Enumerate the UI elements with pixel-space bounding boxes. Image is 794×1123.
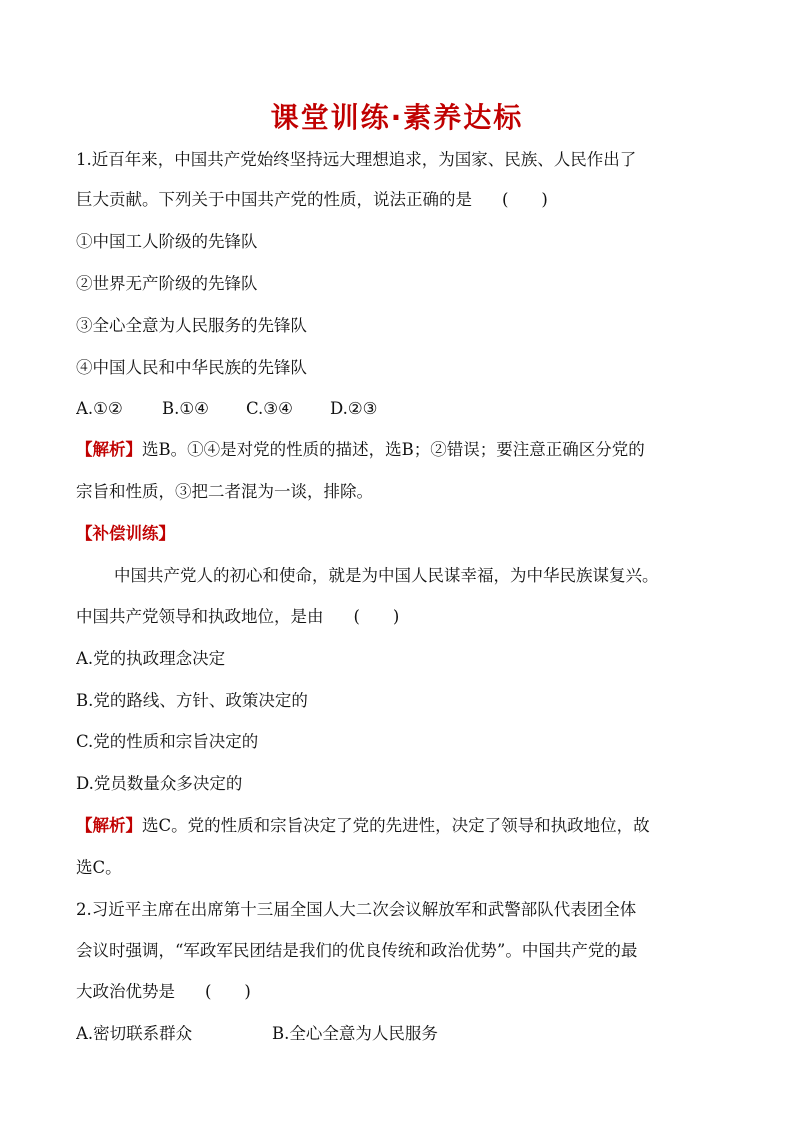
q1-stem-line-1: 1.近百年来，中国共产党始终坚持远大理想追求，为国家、民族、人民作出了 [76, 150, 637, 169]
q1-item-1: ①中国工人阶级的先锋队 [76, 232, 258, 251]
supplement-stem-text: 中国共产党领导和执政地位，是由 [76, 607, 324, 626]
q1-option-a: A.①② [76, 399, 123, 418]
q1-answer-paren: ( ) [502, 190, 548, 209]
supplement-stem-line-2 [76, 605, 736, 629]
q2-stem-line-3 [76, 980, 736, 1004]
q1-option-c: C.③④ [246, 399, 293, 418]
supplement-option-b: B.党的路线、方针、政策决定的 [76, 691, 308, 710]
supplement-option-a: A.党的执政理念决定 [76, 649, 226, 668]
supplement-analysis-label: 【解析】 [76, 816, 142, 835]
supplement-analysis-line-2: 选C。 [76, 858, 122, 877]
q1-analysis-line-2: 宗旨和性质，③把二者混为一谈，排除。 [76, 482, 373, 501]
q2-option-b: B.全心全意为人民服务 [272, 1024, 438, 1043]
q2-option-a: A.密切联系群众 [76, 1024, 193, 1043]
supplement-option-d: D.党员数量众多决定的 [76, 774, 243, 793]
q2-answer-paren: ( ) [205, 982, 251, 1001]
supplement-answer-paren: ( ) [353, 607, 400, 626]
q1-analysis-label: 【解析】 [76, 440, 142, 459]
q1-option-d: D.②③ [330, 399, 378, 418]
q2-stem-line-2: 会议时强调，“军政军民团结是我们的优良传统和政治优势”。中国共产党的最 [76, 941, 638, 960]
q1-item-3: ③全心全意为人民服务的先锋队 [76, 316, 307, 335]
supplement-option-c: C.党的性质和宗旨决定的 [76, 732, 259, 751]
q1-stem-text: 巨大贡献。下列关于中国共产党的性质，说法正确的是 [76, 190, 472, 209]
q1-analysis-text: 选B。①④是对党的性质的描述，选B；②错误；要注意正确区分党的 [142, 440, 645, 459]
supplement-analysis-text: 选C。党的性质和宗旨决定了党的先进性，决定了领导和执政地位，故 [142, 816, 650, 835]
q2-stem-line-1: 2.习近平主席在出席第十三届全国人大二次会议解放军和武警部队代表团全体 [76, 900, 637, 919]
q2-stem-text: 大政治优势是 [76, 982, 175, 1001]
supplement-analysis-line-1 [76, 814, 736, 838]
supplement-stem-line-1: 中国共产党人的初心和使命，就是为中国人民谋幸福，为中华民族谋复兴。 [114, 566, 659, 585]
q2-options [76, 1022, 736, 1046]
q1-analysis-line-1 [76, 438, 736, 462]
q1-option-b: B.①④ [162, 399, 209, 418]
q1-options [76, 397, 736, 421]
q1-stem-line-2 [76, 188, 736, 212]
q1-item-4: ④中国人民和中华民族的先锋队 [76, 358, 307, 377]
q1-item-2: ②世界无产阶级的先锋队 [76, 274, 258, 293]
page-title: 课堂训练·素养达标 [270, 101, 524, 134]
supplement-label: 【补偿训练】 [76, 524, 175, 543]
